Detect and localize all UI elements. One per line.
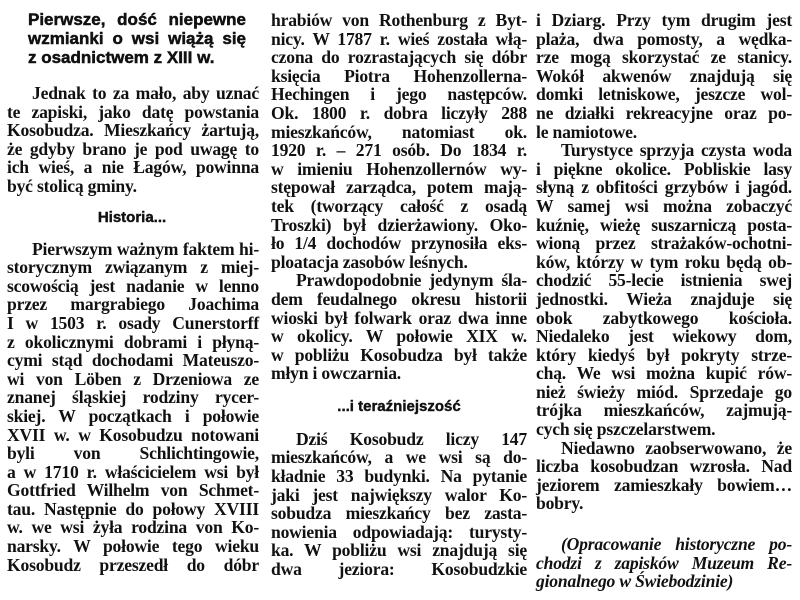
text-line: nicy. W 1787 r. wieś została włą- — [271, 28, 527, 49]
present-continued — [536, 11, 792, 141]
present-heading: ...i teraźniejszość — [337, 397, 461, 415]
text-line: chą. We wsi można kupić rów- — [536, 363, 792, 384]
text-line: obok zabytkowego kościoła. — [536, 307, 792, 328]
column-3 — [536, 0, 798, 591]
text-line: cymi stąd dochodami Mateuszo- — [7, 350, 259, 371]
text-line: tek (tworzący całość z osadą — [271, 195, 527, 216]
history-heading: Historia... — [97, 208, 167, 226]
text-line: nież świeży miód. Sprzedaje go — [536, 381, 792, 402]
text-line: ploatacja zasobów leśnych. — [271, 251, 468, 272]
text-line: liczba kosobudzan wzrosła. Nad — [536, 456, 792, 477]
text-line: Pierwszym ważnym faktem hi- — [32, 238, 259, 259]
text-line: z okolicznymi dobrami i płyną- — [7, 331, 259, 352]
text-line: bobry. — [536, 493, 584, 514]
text-line: jednostki. Wieża znajduje się — [536, 288, 792, 309]
intro-heading — [6, 10, 246, 67]
text-line: słyną z obfitości grzybów i jagód. — [536, 177, 792, 198]
text-line: Niedaleko jest wiekowy dom, — [536, 326, 792, 347]
text-line: czona do rozrastających się dóbr — [271, 47, 527, 68]
text-line: kuźnię, wieżę suszarniczą posta- — [536, 214, 792, 235]
text-line: Hechingen i jego następców. — [271, 84, 527, 105]
column-2 — [271, 0, 533, 579]
column-1 — [6, 0, 268, 574]
text-line: w pobliżu Kosobudza był także — [271, 344, 527, 365]
text-line: XVII w. w Kosobudzu notowani — [7, 424, 259, 445]
text-line: dwa jeziora: Kosobudzkie — [271, 559, 527, 580]
text-line: Turystyce sprzyja czysta woda — [561, 140, 792, 161]
text-line: Ok. 1800 r. dobra liczyły 288 — [271, 102, 527, 123]
text-line: byli von Schlichtingowie, — [7, 443, 259, 464]
feudal-paragraph — [271, 271, 527, 383]
text-line: 1920 r. – 271 osób. Do 1834 r. — [271, 140, 527, 161]
source-note-line: chodzi z zapisków Muzeum Re- — [536, 552, 792, 573]
source-note — [536, 535, 792, 591]
text-line: domki letniskowe, jeszcze wol- — [536, 84, 792, 105]
text-line: młyn i owczarnia. — [271, 363, 402, 384]
text-line: a w 1710 r. właścicielem wsi był — [7, 461, 259, 482]
text-line: ich wieś, a nie Łagów, powinna — [7, 157, 259, 178]
text-line: który kiedyś był pokryty strze- — [536, 344, 792, 365]
text-line: Prawdopodobnie jedynym śla- — [296, 270, 527, 291]
text-line: skiej. W początkach i połowie — [7, 405, 259, 426]
text-line: księcia Piotra Hohenzollerna- — [271, 65, 527, 86]
beavers-paragraph — [536, 439, 792, 513]
text-line: I w 1503 r. osady Cunerstorff — [7, 312, 259, 333]
text-line: sobudza mieszkańcy bez zasta- — [271, 503, 527, 524]
text-line: jeziorem zamieszkały bowiem… — [536, 474, 792, 495]
text-line: i Dziarg. Przy tym drugim jest — [536, 10, 792, 30]
text-line: i piękne okolice. Pobliskie lasy — [536, 158, 792, 179]
present-paragraph — [271, 430, 527, 579]
text-line: ne działki rekreacyjne oraz po- — [536, 102, 792, 123]
text-line: w. we wsi żyła rodzina von Ko- — [7, 517, 259, 538]
intro-heading-line: Pierwsze, dość niepewne — [28, 10, 246, 29]
text-line: hrabiów von Rothenburg z Byt- — [271, 10, 527, 30]
text-line: wioną przez strażaków-ochotni- — [536, 233, 792, 254]
text-line: ło 1/4 dochodów przynosiła eks- — [271, 233, 527, 254]
text-line: wioski był folwark oraz dwa inne — [271, 307, 527, 328]
text-line: kładnie 33 budynki. Na pytanie — [271, 466, 527, 487]
text-line: Kosobudz przeszedł do dóbr — [7, 554, 259, 575]
intro-paragraph — [6, 84, 259, 196]
text-line: nowienia odpowiadają: turysty- — [271, 521, 527, 542]
text-line: rze mogą skorzystać ze stanicy. — [536, 47, 792, 68]
text-line: w okolicy. W połowie XIX w. — [271, 326, 527, 347]
text-line: znanej śląskiej rodziny rycer- — [7, 387, 259, 408]
text-line: W samej wsi można zobaczyć — [536, 195, 792, 216]
intro-heading-line: z osadnictwem z XIII w. — [28, 48, 215, 67]
text-line: Kosobudza. Mieszkańcy żartują, — [7, 120, 259, 141]
text-line: być stolicą gminy. — [7, 175, 137, 196]
text-line: Niedawno zaobserwowano, że — [561, 437, 792, 458]
text-line: ków, którzy w tym roku będą ob- — [536, 251, 792, 272]
text-line: ka. W pobliżu wsi znajdują się — [271, 540, 527, 561]
text-line: trójka mieszkańców, zajmują- — [536, 400, 792, 421]
text-line: tau. Następnie do połowy XVIII — [7, 498, 259, 519]
history-continued — [271, 11, 527, 271]
text-line: przez margrabiego Joachima — [7, 294, 259, 315]
text-line: mieszkańców, a we wsi są do- — [271, 447, 527, 468]
text-line: le namiotowe. — [536, 121, 637, 142]
text-line: że gdyby brano je pod uwagę to — [7, 138, 259, 159]
history-paragraph — [6, 240, 259, 575]
source-note-line: (Opracowanie historyczne po- — [561, 534, 792, 555]
intro-heading-line: wzmianki o wsi wiążą się — [28, 29, 246, 48]
text-line: mieszkańców, natomiast ok. — [271, 121, 527, 142]
text-line: w imieniu Hohenzollernów wy- — [271, 158, 527, 179]
text-line: jaki jest największy walor Ko- — [271, 484, 527, 505]
text-line: storycznym związanym z miej- — [7, 257, 259, 278]
text-line: Dziś Kosobudz liczy 147 — [296, 428, 527, 449]
tourism-paragraph — [536, 141, 792, 439]
text-line: te zapiski, jako datę powstania — [7, 101, 259, 122]
text-line: Wokół akwenów znajdują się — [536, 65, 792, 86]
text-line: narsky. W połowie tego wieku — [7, 536, 259, 557]
text-line: dem feudalnego okresu historii — [271, 288, 527, 309]
text-line: stępował zarządca, potem mają- — [271, 177, 527, 198]
source-note-line: gionalnego w Świebodzinie) — [536, 571, 734, 592]
text-line: wi von Löben z Drzeniowa ze — [7, 368, 259, 389]
text-line: Jednak to za mało, aby uznać — [32, 83, 259, 103]
text-line: Troszki) był dzierżawiony. Oko- — [271, 214, 527, 235]
text-line: cych się pszczelarstwem. — [536, 419, 716, 440]
text-line: chodzić 55-lecie istnienia swej — [536, 270, 792, 291]
text-line: plaża, dwa pomosty, a wędka- — [536, 28, 792, 49]
text-line: scowością jest nadanie w lenno — [7, 275, 259, 296]
text-line: Gottfried Wilhelm von Schmet- — [7, 480, 259, 501]
